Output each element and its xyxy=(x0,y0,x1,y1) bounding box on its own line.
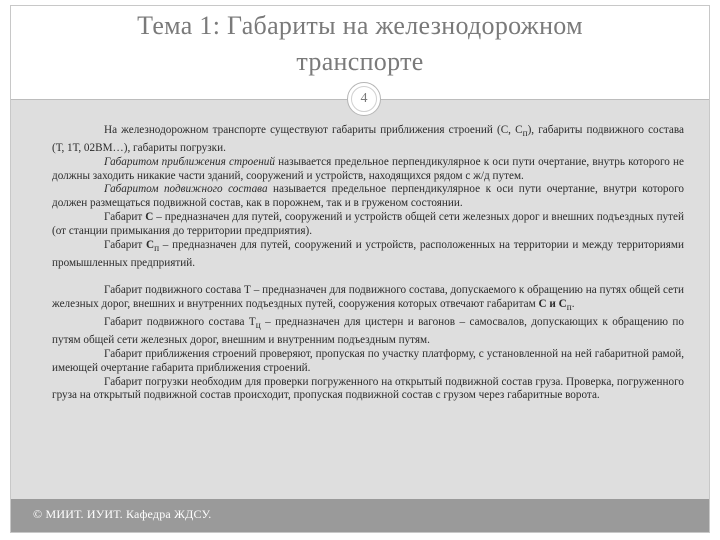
page-number: 4 xyxy=(360,91,368,106)
paragraph-gauge-tc: Габарит подвижного состава $Т_ц$ – предназначен для цистерн и вагонов – самосвалов, допускающих к обращению по путям общей сети железных дорог, внешним и внутренним подъездным путям. xyxy=(52,316,684,347)
slide-title xyxy=(11,8,709,80)
page-number-badge xyxy=(347,82,381,116)
paragraph-rolling-stock-gauge-definition: Габаритом подвижного состава называется предельное перпендикулярное к оси пути очертание, внутри которого должен размещаться подвижной состав, как в порожнем, так и в груженом состоянии. xyxy=(52,183,685,210)
slide-title-line-1: Тема 1: Габариты на железнодорожном xyxy=(137,11,583,40)
title-area xyxy=(11,6,709,94)
footer-copyright: © МИИТ. ИУИТ. Кафедра ЖДСУ. xyxy=(33,507,212,521)
paragraph-gauge-t: Габарит подвижного состава Т – предназначен для подвижного состава, допускаемого к обращению на путях общей сети железных дорог, внешних и внутренних подъездных путей, сооружения которых отвечают габаритам С и $С_п$. xyxy=(52,284,684,314)
paragraph-structure-gauge-definition: Габаритом приближения строений называется предельное перпендикулярное к оси пути очертание, внутрь которого не должны заходить никакие части зданий, сооружений и устройств, находящихся рядом с ж/д путем. xyxy=(52,155,684,182)
paragraph-gauge-cp: Габарит $С_п$ – предназначен для путей, сооружений и устройств, расположенных на территории и между территориями промышленных предприятий. xyxy=(52,238,684,269)
slide-title-line-2: транспорте xyxy=(296,47,424,76)
body-text xyxy=(52,124,684,403)
paragraph-gauge-check: Габарит приближения строений проверяют, пропуская по участку платформу, с установленной на ней габаритной рамой, имеющей очертание габарита приближения строений. xyxy=(52,348,684,374)
paragraph-gauge-types: На железнодорожном транспорте существуют габариты приближения строений (С, $С_п$), габариты подвижного состава (Т, 1Т, 02ВМ…), габариты погрузки. xyxy=(52,124,684,155)
footer-bar xyxy=(11,499,709,532)
paragraph-gauge-c: Габарит С – предназначен для путей, сооружений и устройств общей сети железных дорог и внешних подъездных путей (от станции примыкания до территории предприятия). xyxy=(52,211,684,237)
paragraph-loading-gauge: Габарит погрузки необходим для проверки погруженного на открытый подвижной состав груза. Проверка, погруженного груза на открытый подвижной состав происходит, пропуская подвижной состав с грузом через габаритные ворота. xyxy=(52,375,684,402)
